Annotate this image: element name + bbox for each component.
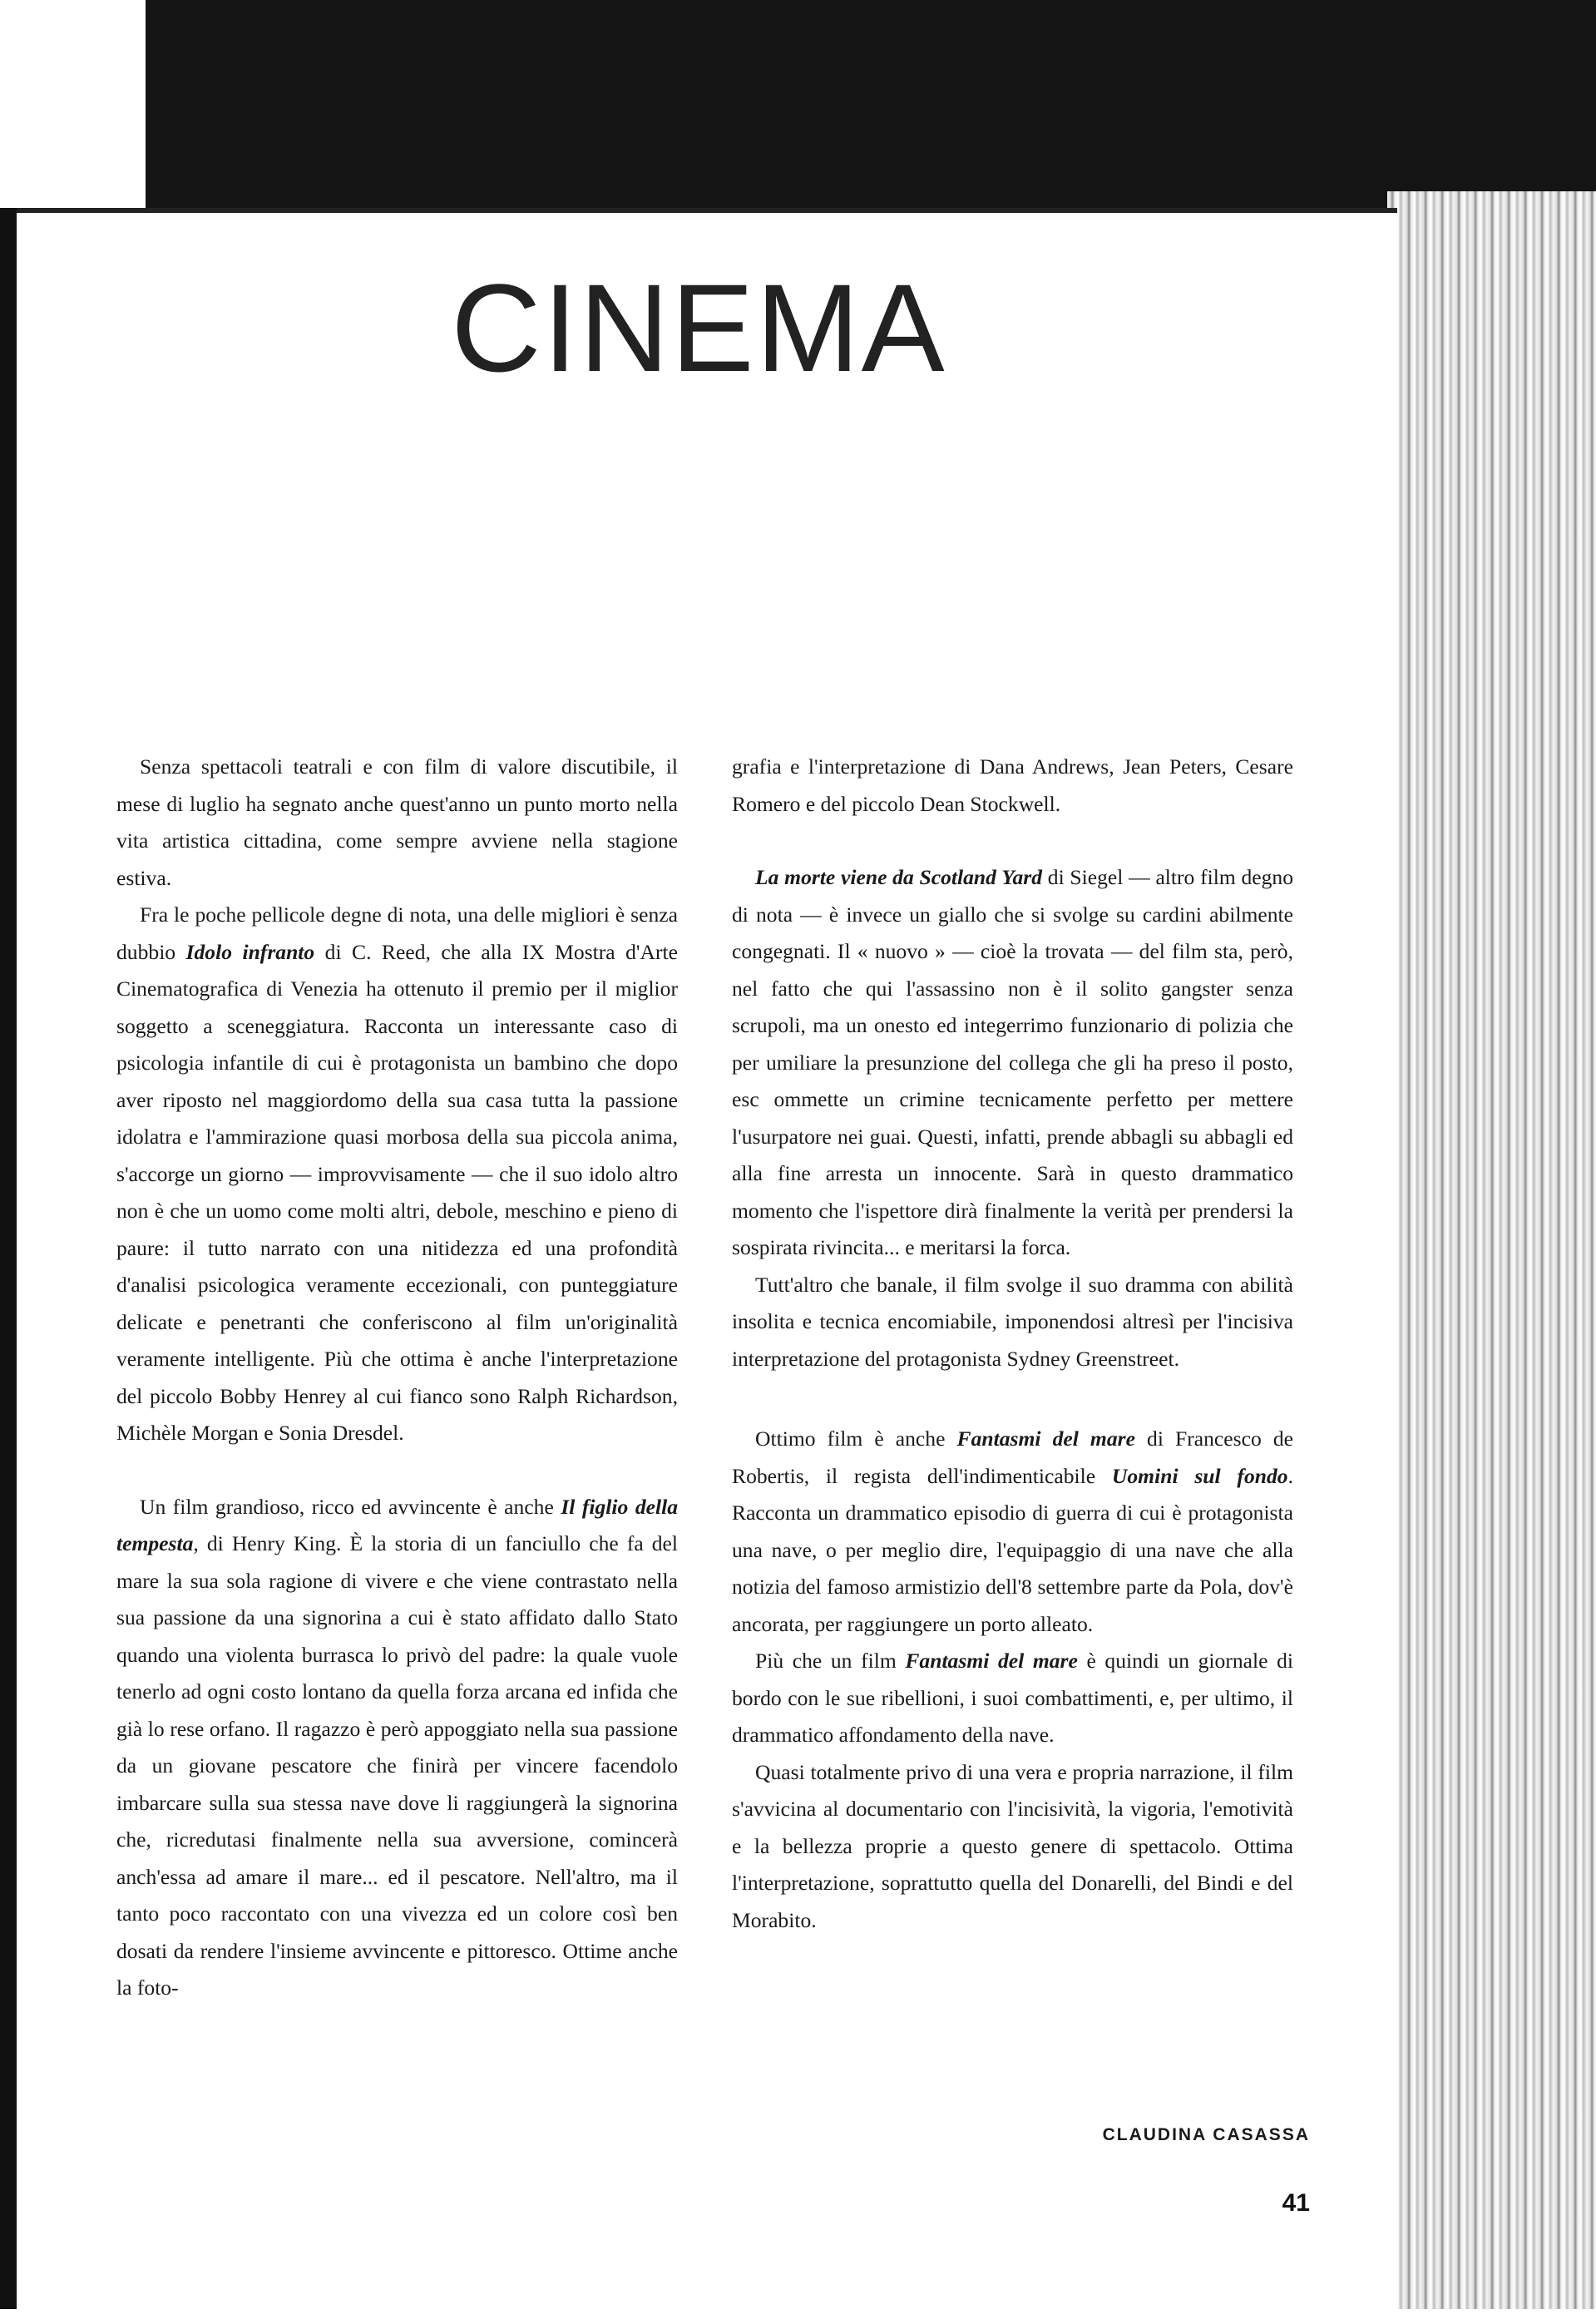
paragraph (116, 897, 678, 1452)
film-title: Fantasmi del mare (956, 1426, 1135, 1451)
text-run: di C. Reed, che alla IX Mostra d'Arte Cinematografica di Venezia ha ottenuto il premio per il miglior soggetto a sceneggiatura. Racconta un interessante caso di psicologia infantile di cui è protagonista un bambino che dopo aver riposto nel maggiordomo della sua casa tutta la passione idolatra e l'ammirazione quasi morbosa della sua piccola anima, s'accorge un giorno — improvvisamente — che il suo idolo altro non è che un uomo come molti altri, debole, meschino e pieno di paure: il tutto narrato con una nitidezza ed una profondità d'analisi psicologica veramente eccezionali, con punteggiature delicate e penetranti che conferiscono al film un'originalità veramente intelligente. Più che ottima è anche l'interpretazione del piccolo Bobby Henrey al cui fianco sono Ralph Richardson, Michèle Morgan e Sonia Dresdel. (116, 939, 678, 1445)
text-run: . Racconta un drammatico episodio di guerra di cui è protagonista una nave, o per meglio dire, l'equipaggio di una nave che alla notizia del famoso armistizio dell'8 settembre parte da Pola, dov'è ancorata, per raggiungere un porto alleato. (732, 1463, 1293, 1636)
paragraph (732, 859, 1293, 1267)
text-run: Fra le poche pellicole degne di nota, una delle migliori è senza dubbio (116, 902, 678, 964)
paragraph: Quasi totalmente privo di una vera e propria narrazione, il film s'avvicina al documentario con l'incisività, la vigoria, l'emotività e la bellezza proprie a questo genere di spettacolo. Ottima l'interpretazione, soprattutto quella del Donarelli, del Bindi e del Morabito. (732, 1759, 1293, 1932)
scan-top-band (146, 0, 1596, 208)
page-stack-edge (1387, 191, 1596, 2309)
paragraph: Tutt'altro che banale, il film svolge il suo dramma con abilità insolita e tecnica encomiabile, imponendosi altresì per l'incisiva interpretazione del protagonista Sydney Greenstreet. (732, 1272, 1293, 1371)
article-column-right (732, 749, 1293, 1939)
text-run: di Siegel — altro film degno di nota — è invece un giallo che si svolge su cardini abilmente congegnati. Il « nuovo » — cioè la trovata — del film sta, però, nel fatto che qui l'assassino non è il solito gangster senza scrupoli, ma un onesto ed integerrimo funzionario di polizia che per umiliare la presunzione del collega che gli ha preso il posto, esc ommette un crimine tecnicamente perfetto per mettere l'usurpatore nei guai. Questi, infatti, prende abbagli su abbagli ed alla fine arresta un innocente. Sarà in questo drammatico momento che l'ispettore dirà finalmente la verità per prendersi la sospirata rivincita... e meritarsi la forca. (732, 865, 1293, 1259)
paragraph (732, 1643, 1293, 1754)
page-title: CINEMA (451, 258, 946, 398)
text-run: Più che un film (755, 1649, 906, 1673)
text-run: è quindi un giornale di bordo con le sue ribellioni, i suoi combattimenti, e, per ultimo, il drammatico affondamento della nave. (732, 1649, 1294, 1747)
paragraph: grafia e l'interpretazione di Dana Andrews, Jean Peters, Cesare Romero e del piccolo Dean Stockwell. (732, 754, 1293, 816)
paragraph: Senza spettacoli teatrali e con film di valore discutibile, il mese di luglio ha segnato anche quest'anno un punto morto nella vita artistica cittadina, come sempre avviene nella stagione estiva. (116, 754, 678, 890)
text-run: Ottimo film è anche (755, 1426, 957, 1451)
text-run: Un film grandioso, ricco ed avvincente è anche (140, 1494, 561, 1519)
article-column-left (116, 749, 678, 2007)
paragraph (732, 1421, 1293, 1643)
film-title: Uomini sul fondo (1111, 1463, 1288, 1488)
text-run: , di Henry King. È la storia di un fanciullo che fa del mare la sua sola ragione di vivere e che viene contrastato nella sua passione da una signorina a cui è stato affidato dallo Stato quando una violenta burrasca lo privò del padre: la quale vuole tenerlo ad ogni costo lontano da quella forza arcana ed infida che già lo rese orfano. Il ragazzo è però appoggiato nella sua passione da un giovane pescatore che finirà per vincere facendolo imbarcare sulla sua stessa nave dove li raggiungerà la signorina che, ricredutasi finalmente nella sua avversione, comincerà anch'essa ad amare il mare... ed il pescatore. Nell'altro, ma il tanto poco raccontato con una vivezza ed un colore così ben dosati da rendere l'insieme avvincente e pittoresco. Ottime anche la foto- (116, 1531, 678, 2000)
page-number: 41 (1282, 2189, 1310, 2217)
film-title: La morte viene da Scotland Yard (755, 865, 1043, 889)
author-signature: CLAUDINA CASASSA (1102, 2125, 1310, 2144)
text-run: di Francesco de Robertis, il regista dell'indimenticabile (732, 1426, 1293, 1488)
film-title: Idolo infranto (185, 939, 315, 964)
paragraph (116, 1489, 678, 2007)
film-title: Fantasmi del mare (905, 1649, 1078, 1673)
film-title: Il figlio della tempesta (116, 1494, 678, 1555)
